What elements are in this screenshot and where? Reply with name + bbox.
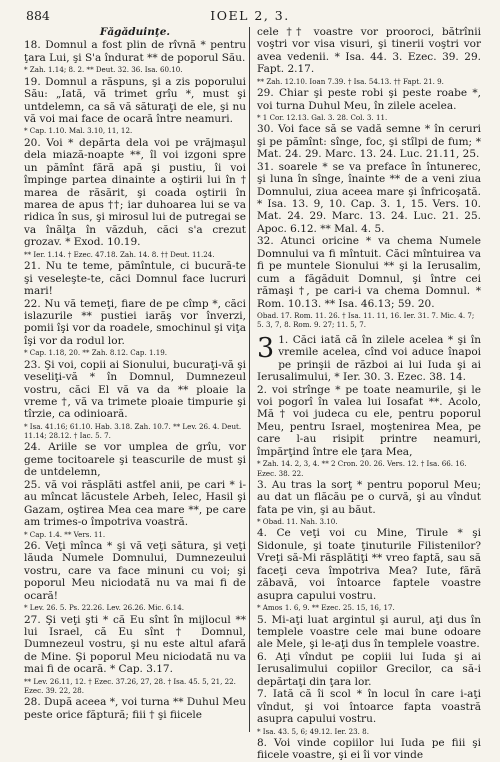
chapter-number: 3: [257, 332, 275, 364]
footnote-references: * Amos 1. 6, 9. ** Ezec. 25. 15, 16, 17.: [257, 603, 395, 613]
footnote-references: * Obad. 11. Nah. 3.10.: [257, 517, 338, 527]
verse: 31. soarele * se va preface în întunerec, şi luna în sînge, înainte ** de a veni ziua Domnului, ziua aceea mare şi înfricoşată. * Isa. 13. 9, 10. Cap. 3. 1, 15. Vers. 10. Mat. 24. 29. Marc. 13. 24. Luc. 21. 25. Apoc. 6.12. ** Mal. 4. 5.: [257, 160, 481, 235]
footnote-references: ** Zah. 12.10. Ioan 7.39. † Isa. 54.13. †† Fapt. 21. 9.: [257, 76, 444, 86]
footnote-references: * Lev. 26. 5. Ps. 22.26. Lev. 26.26. Mic. 6.14.: [24, 603, 184, 613]
verse-text: 1. Căci iată că în zilele acelea * şi în vremile acelea, cînd voi aduce înapoi pe prinşii de război ai lui Iuda şi ai Ierusalimului, * Ier. 30. 3. Ezec. 38. 14.: [257, 333, 481, 384]
verse: 28. După aceea *, voi turna ** Duhul Meu peste orice făptură; fiii † şi fiicele: [24, 696, 246, 721]
running-head: IOEL 2, 3.: [210, 8, 290, 23]
footnote-references: * Zah. 14. 2, 3, 4. ** 2 Cron. 20. 26. Vers. 12. † Isa. 66. 16. Ezec. 38. 22.: [257, 459, 467, 478]
footnote-references: ** Ier. 1.14. † Ezec. 47.18. Zah. 14. 8. †† Deut. 11.24.: [24, 249, 215, 259]
verse: 6. Aţi vîndut pe copiii lui Iuda şi ai Ierusalimului copiilor Grecilor, ca să-i depărtaţi din ţara lor.: [257, 650, 481, 688]
verse: 18. Domnul a fost plin de rîvnă * pentru ţara Lui, şi S'a îndurat ** de poporul Său.: [24, 39, 246, 64]
column-divider: [249, 27, 250, 732]
verse: 3. Au tras la sorţ * pentru poporul Meu; au dat un flăcău pe o curvă, şi au vîndut fata pe vin, şi au băut.: [257, 478, 481, 516]
verse: 32. Atunci oricine * va chema Numele Domnului va fi mîntuit. Căci mîntuirea va fi pe muntele Sionului ** şi la Ierusalim, cum a făgăduit Domnul, şi între cei rămaşi †, pe cari-i va chema Domnul. * Rom. 10.13. ** Isa. 46.13; 59. 20.: [257, 235, 481, 310]
verse: cele †† voastre vor prooroci, bătrînii voştri vor visa visuri, şi tinerii voştri vor avea vedenii. * Isa. 44. 3. Ezec. 39. 29. Fapt. 2.17.: [257, 26, 481, 76]
footnote-references: * 1 Cor. 12.13. Gal. 3. 28. Col. 3. 11.: [257, 113, 388, 123]
footnote-references: * Cap. 1.18, 20. ** Zah. 8.12. Cap. 1.19.: [24, 348, 167, 358]
verse: 26. Veţi mînca * şi vă veţi sătura, şi veţi lăuda Numele Domnului, Dumnezeului vostru, care va face minuni cu voi; şi poporul Meu niciodată nu va mai fi de ocară!: [24, 539, 246, 602]
verse: 7. Iată că îi scol * în locul în care i-aţi vîndut, şi voi întoarce fapta voastră asupra capului vostru.: [257, 688, 481, 726]
verse: 25. vă voi răsplăti astfel anii, pe cari * i-au mîncat lăcustele Arbeh, Ielec, Hasil şi Gazam, oştirea Mea cea mare **, pe care am trimes-o împotriva voastră.: [24, 478, 246, 529]
footnote-references: * Isa. 41.16; 61.10. Hab. 3.18. Zah. 10.7. ** Lev. 26. 4. Deut. 11.14; 28.12. † Iac. 5. 7.: [24, 421, 242, 441]
footnote-references: * Isa. 43. 5, 6; 49.12. Ier. 23. 8.: [257, 726, 369, 736]
section-subheading: Făgăduinţe.: [99, 26, 171, 38]
verse: 24. Ariile se vor umplea de grîu, vor geme tocitoarele şi teascurile de must şi de untdelemn,: [24, 441, 246, 479]
left-column: [24, 26, 246, 721]
verse: 2. voi strînge * pe toate neamurile, şi le voi pogorî în valea lui Iosafat **. Acolo, Mă † voi judeca cu ele, pentru poporul Meu, pentru Israel, moştenirea Mea, pe care l-au risipit printre neamuri, împărţind între ele ţara Mea,: [257, 383, 481, 458]
verse: 19. Domnul a răspuns, şi a zis poporului Său: „Iată, vă trimet grîu *, must şi untdelemn, ca să vă săturaţi de ele, şi nu vă voi mai face de ocară între neamuri.: [24, 75, 246, 126]
footnote-references: Obad. 17. Rom. 11. 26. † Isa. 11. 11, 16. Ier. 31. 7. Mic. 4. 7; 5. 3, 7, 8. Rom. 9. 27; 11. 5, 7.: [257, 311, 475, 330]
verse: 22. Nu vă temeţi, fiare de pe cîmp *, căci islazurile ** pustiei iarăş vor înverzi, pomii îşi vor da roadele, smochinul şi viţa îşi vor da rodul lor.: [24, 297, 246, 347]
verse: 5. Mi-aţi luat argintul şi aurul, aţi dus în templele voastre cele mai bune odoare ale Mele, şi le-aţi dus în templele voastre.: [257, 613, 481, 651]
verse: 4. Ce veţi voi cu Mine, Tirule * şi Sidonule, şi toate ţinuturile Filistenilor? Vreţi să-Mi răsplătiţi ** vreo faptă, sau să faceţi ceva împotriva Mea? Iute, fără zăbavă, voi întoarce faptele voastre asupra capului vostru.: [257, 527, 481, 602]
verse: 20. Voi * depărta dela voi pe vrăjmaşul dela miază-noapte **, îl voi izgoni spre un pămînt fără apă şi pustiu, îi voi împinge partea dinainte a oştirii lui în † marea de răsărit, şi coada oştirii în marea de apus ††; iar duhoarea lui se va ridica în sus, şi mirosul lui de putregai se va înălţa în văzduh, căci s'a crezut grozav. * Exod. 10.19.: [24, 136, 246, 249]
footnote-references: * Cap. 1.4. ** Vers. 11.: [24, 529, 106, 539]
verse: 27. Şi veţi şti * că Eu sînt în mijlocul ** lui Israel, că Eu sînt † Domnul, Dumnezeul vostru, şi nu este altul afară de Mine. Şi poporul Meu niciodată nu va mai fi de ocară. * Cap. 3.17.: [24, 613, 246, 676]
right-column: [257, 26, 481, 762]
footnote-references: * Zah. 1.14; 8. 2. ** Deut. 32. 36. Isa. 60.10.: [24, 65, 183, 75]
footnote-references: * Cap. 1.10. Mal. 3.10, 11, 12.: [24, 126, 133, 136]
verse: 30. Voi face să se vadă semne * în ceruri şi pe pămînt: sînge, foc, şi stîlpi de fum; * Mat. 24. 29. Marc. 13. 24. Luc. 21.11, 25.: [257, 123, 481, 161]
footnote-references: ** Lev. 26.11, 12. † Ezec. 37.26, 27, 28. † Isa. 45. 5, 21, 22. Ezec. 39. 22, 28.: [24, 676, 236, 696]
verse: 8. Voi vinde copiilor lui Iuda pe fiii şi fiicele voastre, şi ei îi vor vinde: [257, 736, 481, 762]
verse: 29. Chiar şi peste robi şi peste roabe *, voi turna Duhul Meu, în zilele acelea.: [257, 87, 481, 112]
verse: 21. Nu te teme, pămîntule, ci bucură-te şi veseleşte-te, căci Domnul face lucruri mari!: [24, 260, 246, 298]
verse: 23. Şi voi, copii ai Sionului, bucuraţi-vă şi veseliţi-vă * în Domnul, Dumnezeul vostru, căci El vă va da ** ploaie la vreme †, vă va trimete ploaie timpurie şi tîrzie, ca odinioară.: [24, 358, 246, 421]
chapter-start: [257, 334, 481, 384]
page-header: [0, 8, 500, 26]
page-number: 884: [26, 8, 50, 23]
